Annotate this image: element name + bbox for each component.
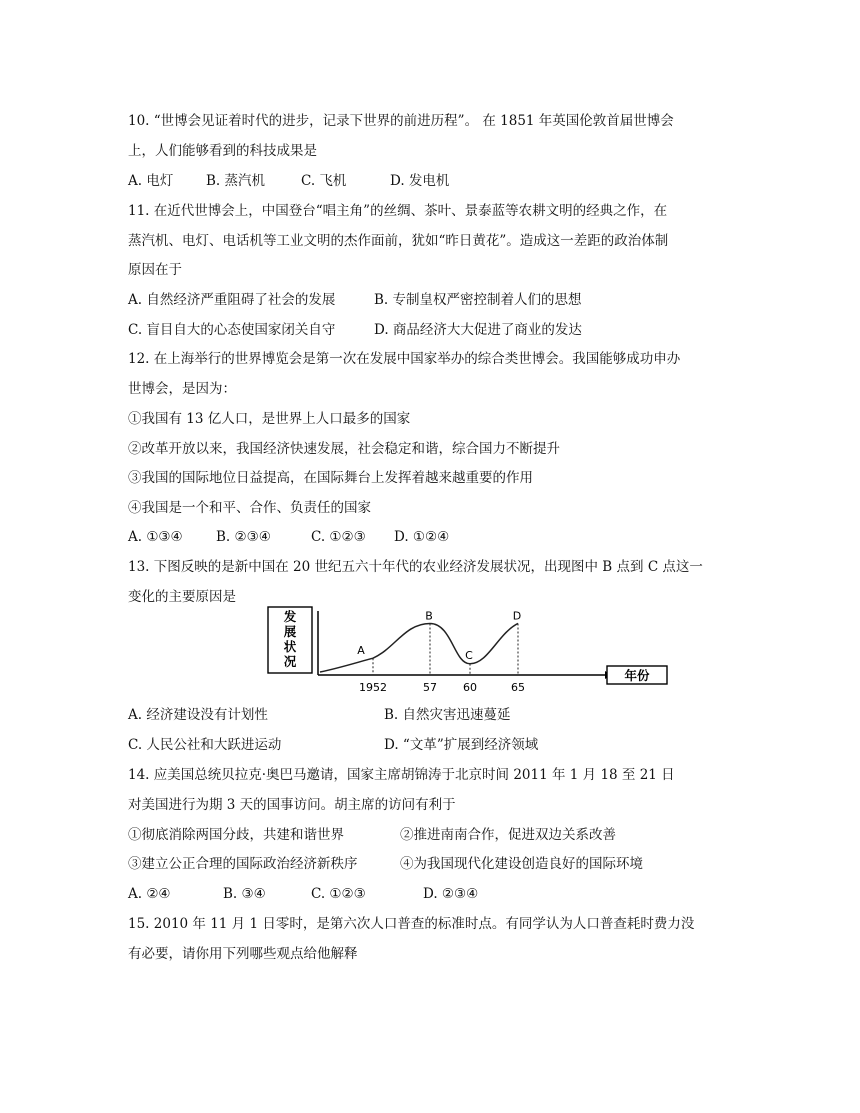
q11-option-d: D. 商品经济大大促进了商业的发达 <box>374 322 582 338</box>
q12-item-2: ②改革开放以来，我国经济快速发展，社会稳定和谐，综合国力不断提升 <box>128 441 560 457</box>
q10-stem-line1: 10. “世博会见证着时代的进步，记录下世界的前进历程”。 在 1851 年英国伦敦首届世博会 <box>128 113 674 129</box>
q12-option-b: B. ②③④ <box>216 529 271 545</box>
q12-item-3: ③我国的国际地位日益提高，在国际舞台上发挥着越来越重要的作用 <box>128 470 533 486</box>
q12-stem-line2: 世博会，是因为： <box>128 381 236 397</box>
q13-option-a: A. 经济建设没有计划性 <box>128 707 268 723</box>
q13-development-chart <box>260 605 680 695</box>
q11-option-a: A. 自然经济严重阻碍了社会的发展 <box>128 292 336 308</box>
q10-option-c: C. 飞机 <box>301 173 347 189</box>
q11-stem-line2: 蒸汽机、电灯、电话机等工业文明的杰作面前，犹如“昨日黄花”。造成这一差距的政治体制 <box>128 233 669 249</box>
q14-option-b: B. ③④ <box>223 886 266 902</box>
x-tick-label: 65 <box>511 681 525 694</box>
x-tick-label: 57 <box>423 681 437 694</box>
q10-option-b: B. 蒸汽机 <box>206 173 266 189</box>
q11-option-c: C. 盲目自大的心态使国家闭关自守 <box>128 322 336 338</box>
q11-option-b: B. 专制皇权严密控制着人们的思想 <box>374 292 582 308</box>
q12-option-c: C. ①②③ <box>311 529 366 545</box>
q14-stem-line1: 14. 应美国总统贝拉克·奥巴马邀请，国家主席胡锦涛于北京时间 2011 年 1 月 18 至 21 日 <box>128 767 675 783</box>
q13-option-b: B. 自然灾害迅速蔓延 <box>384 707 511 723</box>
x-tick-label: 60 <box>463 681 477 694</box>
x-tick-label: 1952 <box>359 681 387 694</box>
q15-stem-line1: 15. 2010 年 11 月 1 日零时，是第六次人口普查的标准时点。有同学认为人口普查耗时费力没 <box>128 916 695 932</box>
point-label-a: A <box>357 644 365 658</box>
q12-item-4: ④我国是一个和平、合作、负责任的国家 <box>128 500 371 516</box>
point-label-b: B <box>425 609 433 623</box>
q10-stem-line2: 上，人们能够看到的科技成果是 <box>128 143 317 159</box>
q14-stem-line2: 对美国进行为期 3 天的国事访问。胡主席的访问有利于 <box>128 797 456 813</box>
q14-item-3: ③建立公正合理的国际政治经济新秩序 <box>128 856 358 872</box>
xlabel-text: 年份 <box>624 668 650 683</box>
q14-item-2: ②推进南南合作，促进双边关系改善 <box>400 827 616 843</box>
q13-stem-line1: 13. 下图反映的是新中国在 20 世纪五六十年代的农业经济发展状况，出现图中 B 点到 C 点这一 <box>128 559 703 575</box>
q10-option-d: D. 发电机 <box>390 173 450 189</box>
q11-stem-line3: 原因在于 <box>128 262 182 278</box>
q14-item-1: ①彻底消除两国分歧，共建和谐世界 <box>128 827 344 843</box>
q15-stem-line2: 有必要，请你用下列哪些观点给他解释 <box>128 946 358 962</box>
q12-stem-line1: 12. 在上海举行的世界博览会是第一次在发展中国家举办的综合类世博会。我国能够成功申办 <box>128 351 681 367</box>
q10-option-a: A. 电灯 <box>128 173 174 189</box>
q14-option-a: A. ②④ <box>128 886 171 902</box>
q12-option-d: D. ①②④ <box>394 529 450 545</box>
q13-stem-line2: 变化的主要原因是 <box>128 589 236 605</box>
q13-option-c: C. 人民公社和大跃进运动 <box>128 737 282 753</box>
ylabel-text: 发展状况 <box>283 609 297 669</box>
point-label-d: D <box>512 609 522 623</box>
q14-option-c: C. ①②③ <box>311 886 366 902</box>
q11-stem-line1: 11. 在近代世博会上，中国登台“唱主角”的丝绸、茶叶、景泰蓝等农耕文明的经典之作，在 <box>128 203 668 219</box>
q14-item-4: ④为我国现代化建设创造良好的国际环境 <box>400 856 643 872</box>
q14-option-d: D. ②③④ <box>423 886 479 902</box>
q13-option-d: D. “文革”扩展到经济领域 <box>384 737 539 753</box>
q12-item-1: ①我国有 13 亿人口，是世界上人口最多的国家 <box>128 411 411 427</box>
q12-option-a: A. ①③④ <box>128 529 183 545</box>
point-label-c: C <box>465 648 473 662</box>
development-curve <box>320 623 518 672</box>
